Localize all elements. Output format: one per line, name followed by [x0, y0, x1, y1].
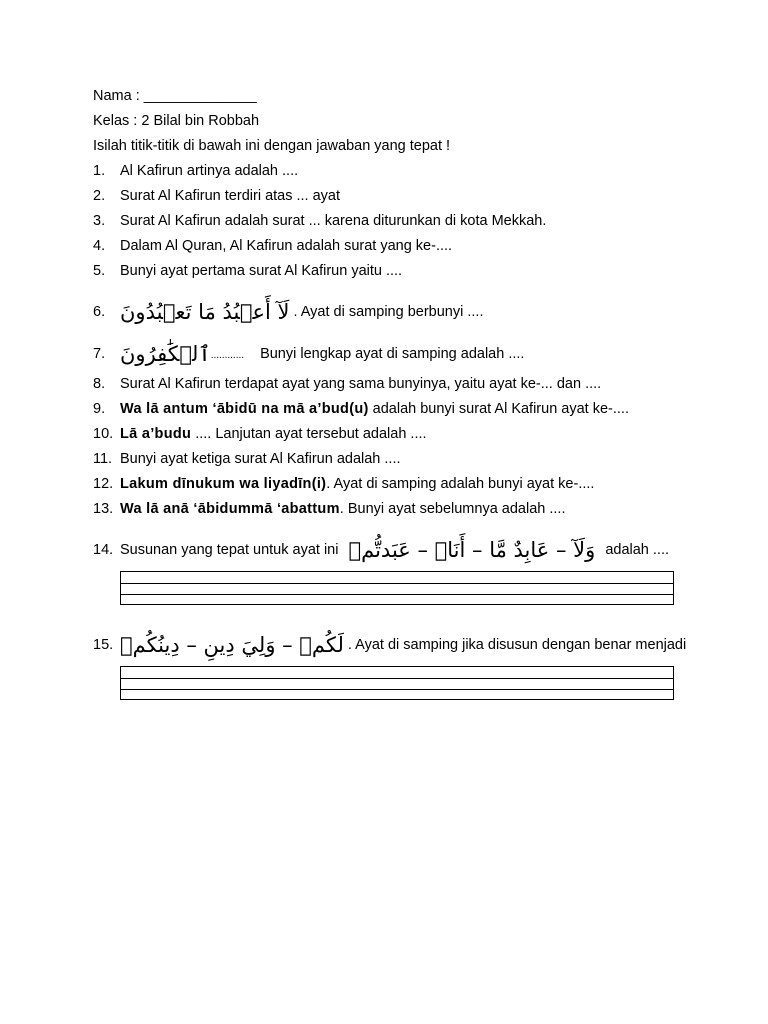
fill-in-dots: ............ — [210, 349, 245, 361]
question-1 — [93, 161, 683, 181]
question-15 — [93, 632, 687, 658]
question-text: . Ayat di samping jika disusun dengan benar menjadi — [347, 636, 687, 653]
question-5 — [93, 261, 683, 281]
question-10 — [93, 424, 683, 444]
question-number: 10. — [93, 426, 114, 442]
question-number: 5. — [93, 263, 106, 279]
question-2 — [93, 186, 683, 206]
question-text: Bunyi ayat pertama surat Al Kafirun yaitu .... — [120, 263, 403, 279]
question-text: Bunyi ayat ketiga surat Al Kafirun adalah .... — [120, 451, 401, 467]
question-9 — [93, 399, 683, 419]
question-number: 4. — [93, 238, 106, 254]
arabic-verse: ٱلۡكَٰفِرُونَ — [120, 342, 211, 366]
question-number: 11. — [93, 451, 113, 467]
question-text: adalah bunyi surat Al Kafirun ayat ke-.... — [368, 401, 629, 417]
answer-lines-15[interactable] — [120, 666, 674, 700]
question-14 — [93, 537, 683, 563]
transliteration: Lakum dīnukum wa liyadīn(i) — [120, 476, 327, 492]
transliteration: Wa lā anā ‘ābidummā ‘abattum — [120, 501, 340, 517]
class-label: Kelas : 2 Bilal bin Robbah — [93, 113, 260, 129]
question-text: Surat Al Kafirun terdiri atas ... ayat — [120, 188, 341, 204]
transliteration: Lā a’budu — [120, 426, 192, 442]
question-8 — [93, 374, 683, 394]
question-11 — [93, 449, 683, 469]
question-text: Dalam Al Quran, Al Kafirun adalah surat yang ke-.... — [120, 238, 453, 254]
question-12 — [93, 474, 683, 494]
question-number: 2. — [93, 188, 106, 204]
question-number: 9. — [93, 401, 106, 417]
name-field-label: Nama : ______________ — [93, 88, 257, 104]
answer-rule — [121, 583, 673, 584]
question-text: . Ayat di samping adalah bunyi ayat ke-.... — [326, 476, 595, 492]
question-number: 12. — [93, 476, 114, 492]
question-text: Bunyi lengkap ayat di samping adalah .... — [260, 345, 525, 362]
question-3 — [93, 211, 683, 231]
question-number: 1. — [93, 163, 106, 179]
question-text: . Ayat di samping berbunyi .... — [293, 303, 484, 320]
question-number: 15. — [93, 636, 114, 653]
arabic-verse: لَآ أَعۡبُدُ مَا تَعۡبُدُونَ — [120, 300, 290, 324]
question-4 — [93, 236, 683, 256]
question-number: 3. — [93, 213, 106, 229]
answer-rule — [121, 689, 673, 690]
transliteration: Wa lā antum ‘ābidū na mā a’bud(u) — [120, 401, 369, 417]
question-number: 7. — [93, 345, 106, 362]
question-text: Surat Al Kafirun terdapat ayat yang sama bunyinya, yaitu ayat ke-... dan .... — [120, 376, 602, 392]
answer-rule — [121, 678, 673, 679]
instruction-text: Isilah titik-titik di bawah ini dengan jawaban yang tepat ! — [93, 138, 451, 154]
question-number: 13. — [93, 501, 114, 517]
question-number: 6. — [93, 303, 106, 320]
question-7 — [93, 341, 683, 367]
question-text: .... Lanjutan ayat tersebut adalah .... — [191, 426, 427, 442]
question-text: Surat Al Kafirun adalah surat ... karena diturunkan di kota Mekkah. — [120, 213, 547, 229]
question-text: . Bunyi ayat sebelumnya adalah .... — [339, 501, 566, 517]
answer-rule — [121, 594, 673, 595]
answer-lines-14[interactable] — [120, 571, 674, 605]
question-6 — [93, 299, 683, 325]
question-text-after: adalah .... — [605, 541, 669, 558]
question-text: Al Kafirun artinya adalah .... — [120, 163, 299, 179]
question-13 — [93, 499, 683, 519]
arabic-verse: لَكُمۡ – وَلِيَ دِينِ – دِينُكُمۡ — [120, 633, 344, 657]
arabic-verse: وَلَآ – عَابِدٌ مَّا – أَنَا۠ – عَبَدتُّمۡ — [348, 538, 596, 562]
question-number: 14. — [93, 541, 114, 558]
question-text: Susunan yang tepat untuk ayat ini — [120, 541, 339, 558]
question-number: 8. — [93, 376, 106, 392]
